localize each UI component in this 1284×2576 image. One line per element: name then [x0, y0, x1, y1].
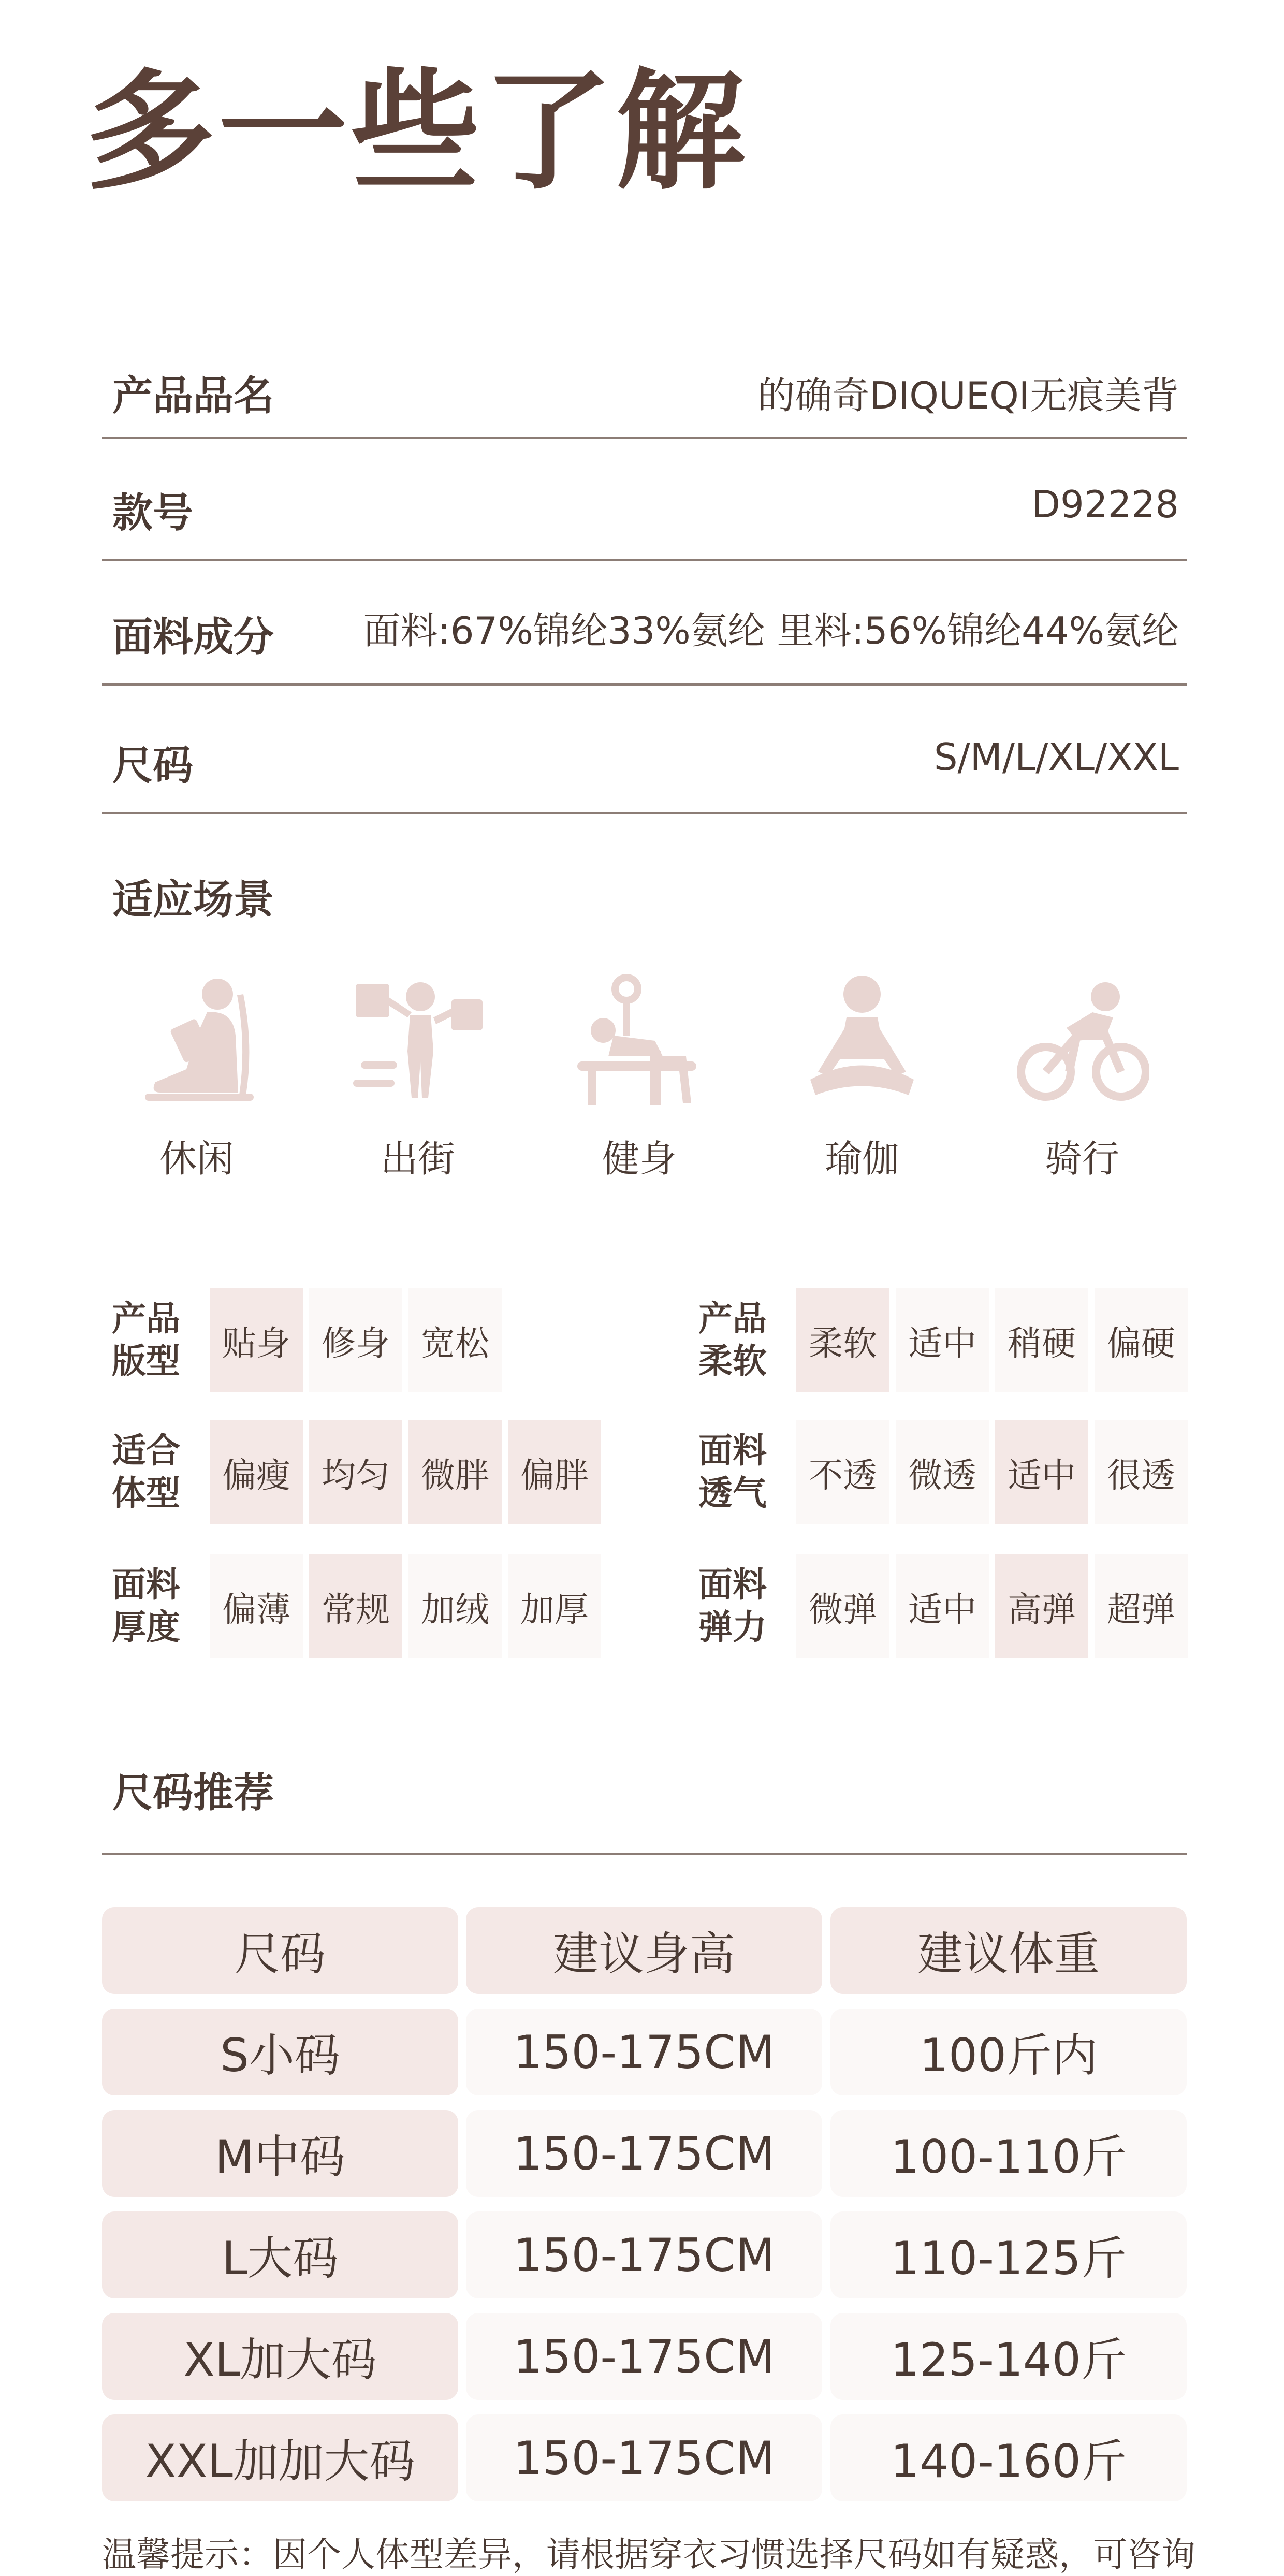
attr-option-fit-1: 修身 — [309, 1288, 402, 1392]
size-table-cell-r3-c2: 125-140斤 — [830, 2313, 1187, 2400]
attr-option-thickness-3: 加厚 — [508, 1554, 601, 1658]
size-table-cell-r4-c0: XXL加加大码 — [102, 2414, 458, 2501]
size-table-cell-r0-c2: 100斤内 — [830, 2009, 1187, 2095]
scenes-title: 适应场景 — [112, 877, 274, 923]
attr-option-softness-1: 适中 — [896, 1288, 989, 1392]
attr-option-thickness-0: 偏薄 — [210, 1554, 303, 1658]
fitness-icon — [572, 973, 707, 1108]
size-table-cell-r3-c0: XL加大码 — [102, 2313, 458, 2400]
scene-label-yoga: 瑜伽 — [824, 1137, 899, 1181]
attr-option-breath-0: 不透 — [796, 1420, 889, 1524]
attr-option-elastic-1: 适中 — [896, 1554, 989, 1658]
scene-street — [325, 973, 511, 1191]
size-table-cell-r4-c2: 140-160斤 — [830, 2414, 1187, 2501]
scene-fitness — [546, 973, 733, 1191]
attr-label-fit: 产品 版型 — [112, 1299, 180, 1381]
scene-label-street: 出街 — [380, 1137, 455, 1181]
attr-option-thickness-2: 加绒 — [408, 1554, 502, 1658]
attr-label-softness: 产品 柔软 — [698, 1299, 767, 1381]
attr-option-fit-0: 贴身 — [210, 1288, 303, 1392]
attr-option-breath-1: 微透 — [896, 1420, 989, 1524]
attr-option-breath-3: 很透 — [1095, 1420, 1188, 1524]
scene-leisure — [104, 973, 290, 1191]
yoga-icon — [795, 973, 929, 1108]
info-value-name: 的确奇DIQUEQI无痕美背 — [757, 374, 1179, 417]
size-table-divider — [102, 1853, 1187, 1855]
attr-option-softness-0: 柔软 — [796, 1288, 889, 1392]
info-row-style — [102, 439, 1187, 561]
tip-text: 温馨提示：因个人体型差异，请根据穿衣习惯选择尺码如有疑惑，可咨询 — [102, 2535, 1195, 2574]
size-table-cell-r2-c0: L大码 — [102, 2211, 458, 2298]
info-row-fabric — [102, 561, 1187, 686]
attr-label-elastic: 面料 弹力 — [698, 1565, 767, 1647]
scene-cycling — [989, 973, 1175, 1191]
info-row-name — [102, 331, 1187, 439]
size-table-cell-r0-c1: 150-175CM — [466, 2009, 822, 2095]
attr-option-body-1: 均匀 — [309, 1420, 402, 1524]
attr-option-breath-2: 适中 — [995, 1420, 1088, 1524]
info-value-fabric: 面料:67%锦纶33%氨纶 里料:56%锦纶44%氨纶 — [363, 609, 1179, 652]
cycling-icon — [1015, 973, 1149, 1108]
info-label-style: 款号 — [112, 490, 194, 536]
attr-option-body-3: 偏胖 — [508, 1420, 601, 1524]
scene-yoga — [769, 973, 955, 1191]
scene-label-leisure: 休闲 — [159, 1137, 234, 1181]
size-table-title: 尺码推荐 — [112, 1770, 274, 1816]
leisure-icon — [129, 973, 264, 1108]
size-table-header-0: 尺码 — [102, 1907, 458, 1994]
attr-option-fit-2: 宽松 — [408, 1288, 502, 1392]
size-table-cell-r3-c1: 150-175CM — [466, 2313, 822, 2400]
attr-option-elastic-2: 高弹 — [995, 1554, 1088, 1658]
attr-label-breath: 面料 透气 — [698, 1431, 767, 1513]
page-title: 多一些了解 — [85, 56, 748, 207]
size-table-header-1: 建议身高 — [466, 1907, 822, 1994]
size-table-cell-r1-c2: 100-110斤 — [830, 2110, 1187, 2197]
scene-label-fitness: 健身 — [602, 1137, 677, 1181]
size-table-cell-r4-c1: 150-175CM — [466, 2414, 822, 2501]
street-icon — [351, 973, 485, 1108]
info-row-size — [102, 686, 1187, 814]
info-value-style: D92228 — [1031, 483, 1179, 526]
attr-option-thickness-1: 常规 — [309, 1554, 402, 1658]
attr-label-body: 适合 体型 — [112, 1431, 180, 1513]
size-table-cell-r0-c0: S小码 — [102, 2009, 458, 2095]
scene-label-cycling: 骑行 — [1044, 1137, 1119, 1181]
attr-option-elastic-0: 微弹 — [796, 1554, 889, 1658]
size-table-cell-r2-c2: 110-125斤 — [830, 2211, 1187, 2298]
attr-option-softness-2: 稍硬 — [995, 1288, 1088, 1392]
size-table-cell-r1-c1: 150-175CM — [466, 2110, 822, 2197]
info-label-fabric: 面料成分 — [112, 614, 274, 661]
attr-option-body-0: 偏瘦 — [210, 1420, 303, 1524]
attr-option-elastic-3: 超弹 — [1095, 1554, 1188, 1658]
info-label-name: 产品品名 — [112, 373, 274, 419]
size-table-cell-r1-c0: M中码 — [102, 2110, 458, 2197]
size-table-cell-r2-c1: 150-175CM — [466, 2211, 822, 2298]
attr-option-body-2: 微胖 — [408, 1420, 502, 1524]
info-label-size: 尺码 — [112, 743, 194, 789]
size-table-header-2: 建议体重 — [830, 1907, 1187, 1994]
info-value-size: S/M/L/XL/XXL — [933, 735, 1179, 779]
attr-label-thickness: 面料 厚度 — [112, 1565, 180, 1647]
attr-option-softness-3: 偏硬 — [1095, 1288, 1188, 1392]
